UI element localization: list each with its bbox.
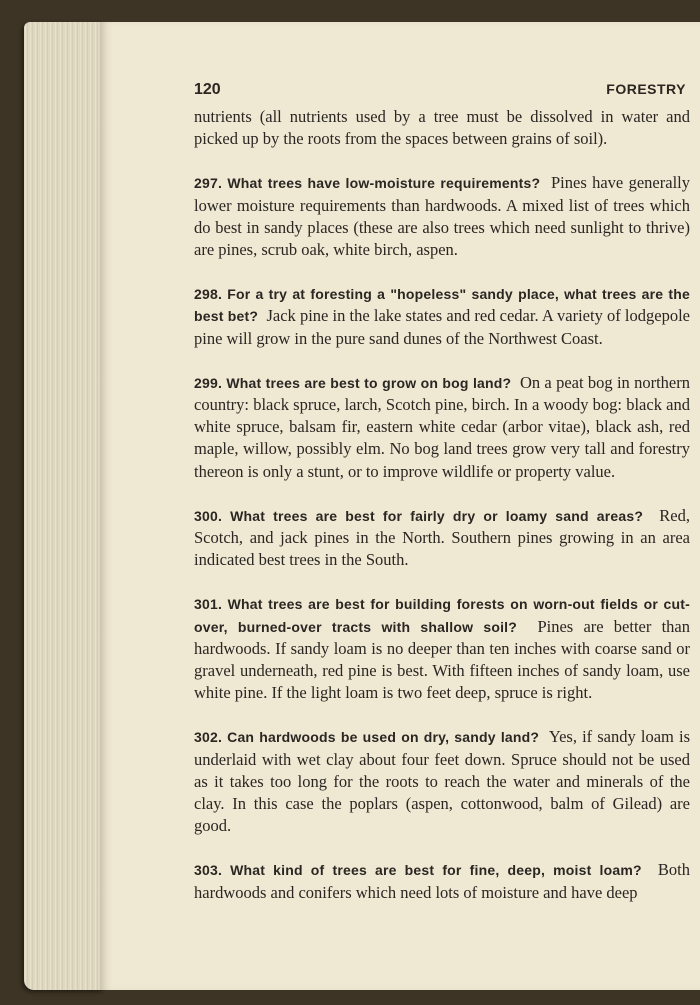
question-heading: 302. Can hardwoods be used on dry, sandy land? [194, 729, 540, 746]
question-heading: 298. For a try at foresting a "hopeless" sandy place, what trees are the best bet? [194, 286, 690, 325]
answer-text: Jack pine in the lake states and red cedar. A variety of lodgepole pine will grow in the pure sand dunes of the Northwest Coast. [194, 306, 690, 348]
answer-text: Pines have generally lower moisture requirements than hardwoods. A mixed list of trees which do best in sandy places (these are also trees which need sunlight to thrive) are pines, scrub oak, white birch, aspen. [194, 173, 690, 260]
answer-text: Yes, if sandy loam is underlaid with wet clay about four feet down. Spruce should not be used as it takes too long for the roots to reach the water and minerals of the clay. In this case the poplars (aspen, cottonwood, balm of Gilead) are good. [194, 727, 690, 836]
answer-text: nutrients (all nutrients used by a tree must be dissolved in water and picked up by the roots from the spaces between grains of soil). [194, 107, 690, 149]
question-heading: 299. What trees are best to grow on bog land? [194, 374, 512, 391]
page-header [194, 81, 694, 107]
answer-text: On a peat bog in northern country: black spruce, larch, Scotch pine, birch. In a woody bog: black and white spruce, balsam fir, eastern white cedar (arbor vitae), black ash, red maple, willow, possibly elm. No bog land trees grow very tall and forestry thereon is only a stunt, or to improve wildlife or property value. [194, 372, 691, 481]
paragraph [194, 283, 690, 350]
paragraph [194, 172, 690, 261]
question-heading: 297. What trees have low-moisture requirements? [194, 175, 541, 192]
answer-text: Pines are better than hardwoods. If sandy loam is no deeper than ten inches with coarse sand or gravel underneath, red pine is best. With fifteen inches of sandy loam, use white pine. If the light loam is two feet deep, spruce is right. [194, 616, 690, 703]
paragraph [194, 505, 690, 572]
answer-text: Red, Scotch, and jack pines in the North. Southern pines growing in an area indicated best trees in the South. [194, 505, 691, 570]
question-heading: 303. What kind of trees are best for fine, deep, moist loam? [194, 862, 642, 879]
page-edges [24, 22, 104, 990]
paragraph [194, 106, 690, 150]
paragraph [194, 859, 690, 903]
running-head: FORESTRY [606, 81, 686, 97]
paragraph [194, 726, 690, 837]
answer-text: Both hardwoods and conifers which need lots of moisture and have deep [194, 860, 690, 902]
page-number: 120 [194, 81, 221, 98]
paragraph [194, 593, 690, 704]
body-text [194, 106, 690, 926]
question-heading: 300. What trees are best for fairly dry or loamy sand areas? [194, 507, 644, 524]
question-heading: 301. What trees are best for building forests on worn-out fields or cut-over, burned-over tracts with shallow soil? [194, 596, 690, 635]
paragraph [194, 372, 690, 483]
